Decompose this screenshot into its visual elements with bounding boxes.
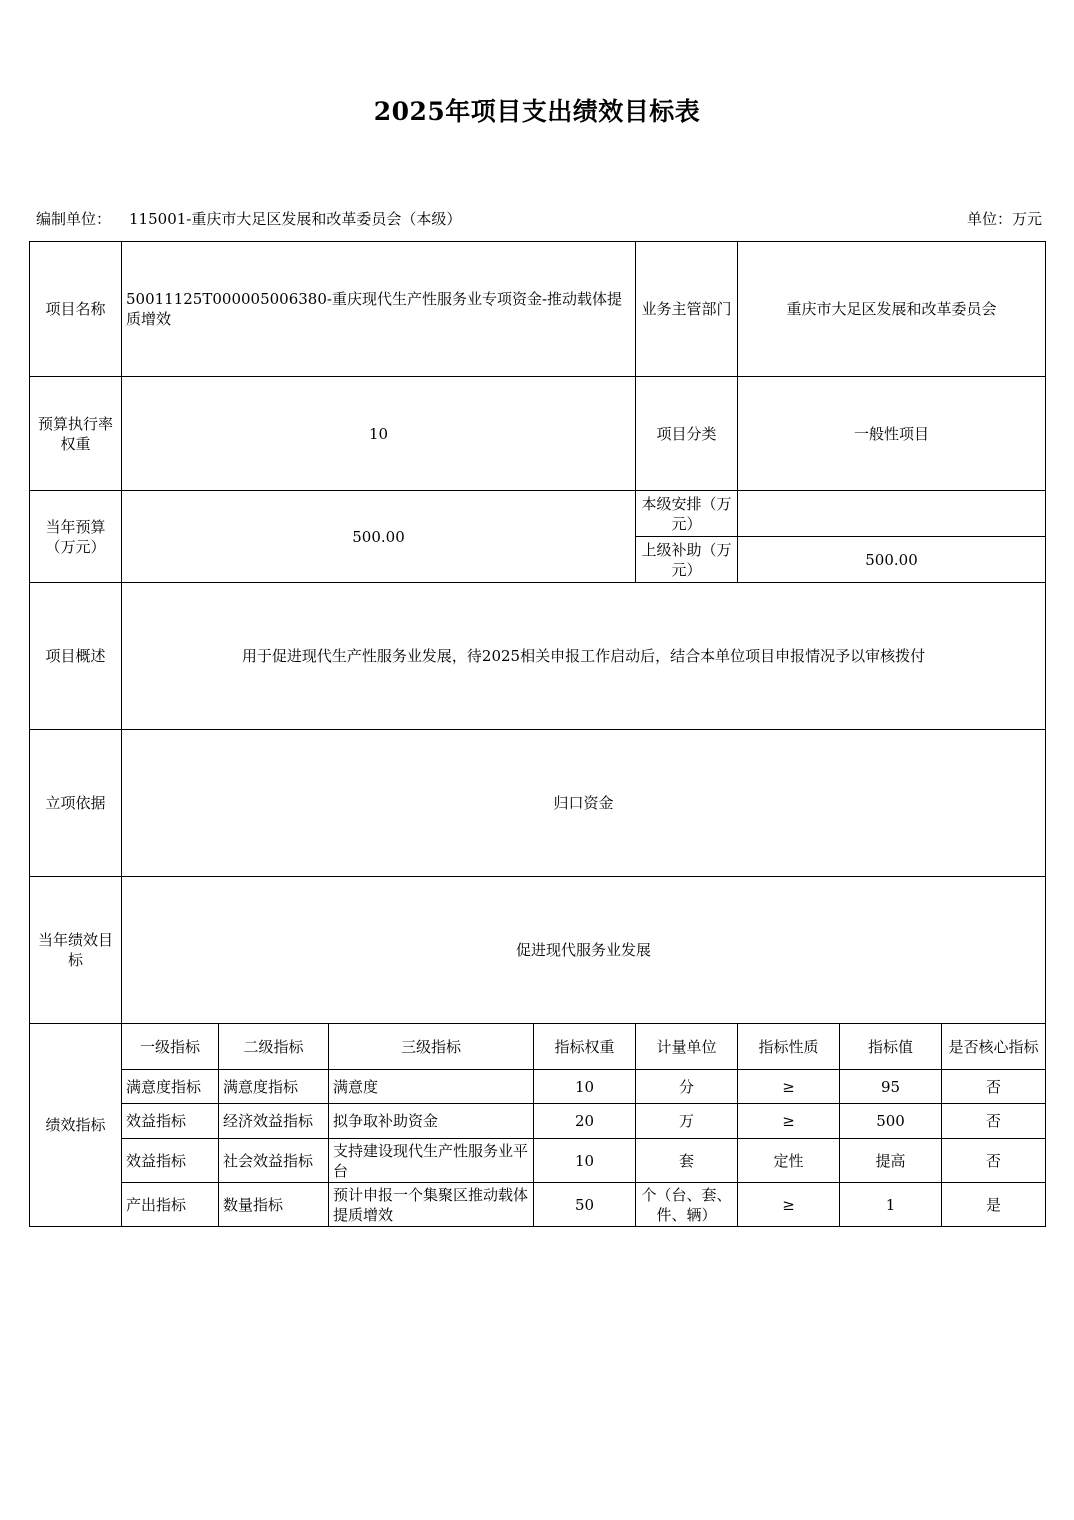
indicator-header-row xyxy=(30,1024,1046,1070)
upper-value: 500.00 xyxy=(738,537,1046,583)
value-cell: 500 xyxy=(840,1104,942,1139)
level2-cell: 社会效益指标 xyxy=(219,1139,329,1183)
unit-cell: 个（台、套、件、辆） xyxy=(636,1183,738,1227)
page-title: 2025年项目支出绩效目标表 xyxy=(373,97,701,126)
indicators-section-label: 绩效指标 xyxy=(30,1024,122,1227)
weight-cell: 50 xyxy=(534,1183,636,1227)
core-cell: 否 xyxy=(942,1104,1046,1139)
value-cell: 1 xyxy=(840,1183,942,1227)
header-weight: 指标权重 xyxy=(534,1024,636,1070)
level3-cell: 拟争取补助资金 xyxy=(329,1104,534,1139)
value-cell: 提高 xyxy=(840,1139,942,1183)
weight-cell: 10 xyxy=(534,1139,636,1183)
budget-label: 当年预算（万元） xyxy=(30,491,122,583)
weight-cell: 10 xyxy=(534,1070,636,1104)
header-level2: 二级指标 xyxy=(219,1024,329,1070)
compiling-unit xyxy=(36,208,461,229)
nature-cell: ≥ xyxy=(738,1183,840,1227)
table-row xyxy=(30,1183,1046,1227)
row-basis xyxy=(30,730,1046,877)
level3-cell: 预计申报一个集聚区推动载体提质增效 xyxy=(329,1183,534,1227)
level1-cell: 满意度指标 xyxy=(122,1070,219,1104)
table-row xyxy=(30,1104,1046,1139)
category-value: 一般性项目 xyxy=(738,377,1046,491)
row-overview xyxy=(30,583,1046,730)
performance-target-table xyxy=(29,241,1046,1227)
level1-cell: 效益指标 xyxy=(122,1139,219,1183)
unit-cell: 套 xyxy=(636,1139,738,1183)
header-nature: 指标性质 xyxy=(738,1024,840,1070)
table-row xyxy=(30,1070,1046,1104)
local-label: 本级安排（万元） xyxy=(636,491,738,537)
nature-cell: ≥ xyxy=(738,1070,840,1104)
unit-cell: 万 xyxy=(636,1104,738,1139)
header-value: 指标值 xyxy=(840,1024,942,1070)
nature-cell: ≥ xyxy=(738,1104,840,1139)
dept-label: 业务主管部门 xyxy=(636,242,738,377)
weight-cell: 20 xyxy=(534,1104,636,1139)
local-value xyxy=(738,491,1046,537)
goal-label: 当年绩效目标 xyxy=(30,877,122,1024)
table-row xyxy=(30,1139,1046,1183)
overview-value: 用于促进现代生产性服务业发展，待2025相关申报工作启动后，结合本单位项目申报情况予以审核拨付 xyxy=(122,583,1046,730)
level3-cell: 满意度 xyxy=(329,1070,534,1104)
core-cell: 是 xyxy=(942,1183,1046,1227)
budget-value: 500.00 xyxy=(122,491,636,583)
level2-cell: 经济效益指标 xyxy=(219,1104,329,1139)
nature-cell: 定性 xyxy=(738,1139,840,1183)
exec-rate-value: 10 xyxy=(122,377,636,491)
header-level1: 一级指标 xyxy=(122,1024,219,1070)
row-budget-local xyxy=(30,491,1046,537)
level2-cell: 满意度指标 xyxy=(219,1070,329,1104)
level2-cell: 数量指标 xyxy=(219,1183,329,1227)
row-project-name xyxy=(30,242,1046,377)
compiling-unit-value: 115001-重庆市大足区发展和改革委员会（本级） xyxy=(129,210,462,228)
value-cell: 95 xyxy=(840,1070,942,1104)
header-level3: 三级指标 xyxy=(329,1024,534,1070)
level1-cell: 产出指标 xyxy=(122,1183,219,1227)
basis-label: 立项依据 xyxy=(30,730,122,877)
compiling-unit-label: 编制单位： xyxy=(36,210,112,228)
header-unit: 计量单位 xyxy=(636,1024,738,1070)
category-label: 项目分类 xyxy=(636,377,738,491)
currency-unit: 单位：万元 xyxy=(966,210,1042,228)
overview-label: 项目概述 xyxy=(30,583,122,730)
basis-value: 归口资金 xyxy=(122,730,1046,877)
project-name-label: 项目名称 xyxy=(30,242,122,377)
goal-value: 促进现代服务业发展 xyxy=(122,877,1046,1024)
project-name-value: 50011125T000005006380-重庆现代生产性服务业专项资金-推动载体提质增效 xyxy=(122,242,636,377)
core-cell: 否 xyxy=(942,1139,1046,1183)
core-cell: 否 xyxy=(942,1070,1046,1104)
header-core: 是否核心指标 xyxy=(942,1024,1046,1070)
level1-cell: 效益指标 xyxy=(122,1104,219,1139)
level3-cell: 支持建设现代生产性服务业平台 xyxy=(329,1139,534,1183)
upper-label: 上级补助（万元） xyxy=(636,537,738,583)
unit-cell: 分 xyxy=(636,1070,738,1104)
dept-value: 重庆市大足区发展和改革委员会 xyxy=(738,242,1046,377)
row-goal xyxy=(30,877,1046,1024)
exec-rate-label: 预算执行率权重 xyxy=(30,377,122,491)
row-exec-rate xyxy=(30,377,1046,491)
